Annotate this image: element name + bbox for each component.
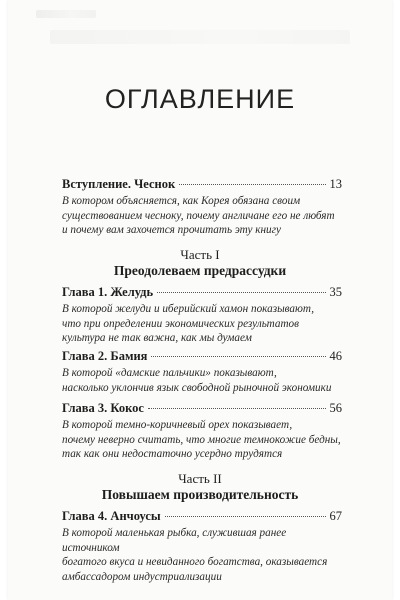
toc-entry-chapter-4[interactable] [62, 508, 342, 584]
entry-description: В которой желуди и иберийский хамон показывают, что при определении экономических результатов культура не так важна, как мы думаем [62, 303, 315, 345]
bleed-through-mark [36, 10, 96, 18]
entry-title: Глава 4. Анчоусы [62, 509, 161, 523]
page-number: 56 [329, 401, 342, 415]
page-number: 35 [329, 285, 342, 299]
entry-title: Глава 3. Кокос [62, 401, 144, 415]
toc-entry-chapter-3[interactable] [62, 400, 342, 462]
dot-leader [157, 292, 325, 293]
dot-leader [151, 356, 325, 357]
toc-entry-chapter-2[interactable] [62, 348, 342, 395]
dot-leader [148, 408, 326, 409]
entry-title: Глава 2. Бамия [62, 349, 148, 363]
entry-description: В которой темно-коричневый орех показывает, почему неверно считать, что многие темнокожие бедны, так как они недостаточно усердно трудятся [62, 419, 341, 461]
bleed-through-mark [50, 30, 350, 44]
dot-leader [179, 184, 325, 185]
page-number: 13 [329, 177, 342, 191]
entry-description: В котором объясняется, как Корея обязана своим существованием чесноку, почему англичане его не любят и почему вам захочется прочитать эту книгу [62, 195, 335, 237]
toc-entry-chapter-1[interactable] [62, 284, 342, 346]
entry-description: В которой «дамские пальчики» показывают, насколько уклончив язык свободной рыночной экономики [62, 367, 332, 394]
page-title: ОГЛАВЛЕНИЕ [104, 84, 296, 114]
entry-title: Глава 1. Желудь [62, 285, 154, 299]
dot-leader [165, 516, 326, 517]
page-number: 67 [329, 509, 342, 523]
entry-description: В которой маленькая рыбка, служившая ранее источником богатого вкуса и невиданного богатства, оказывается амбассадором индустриализации [62, 527, 328, 583]
page-number: 46 [329, 349, 342, 363]
toc-entry-intro[interactable] [62, 176, 342, 238]
entry-title: Вступление. Чеснок [62, 177, 176, 191]
part-heading-2: Часть II Повышаем производительность [101, 471, 299, 502]
part-heading-1: Часть I Преодолеваем предрассудки [113, 247, 287, 278]
